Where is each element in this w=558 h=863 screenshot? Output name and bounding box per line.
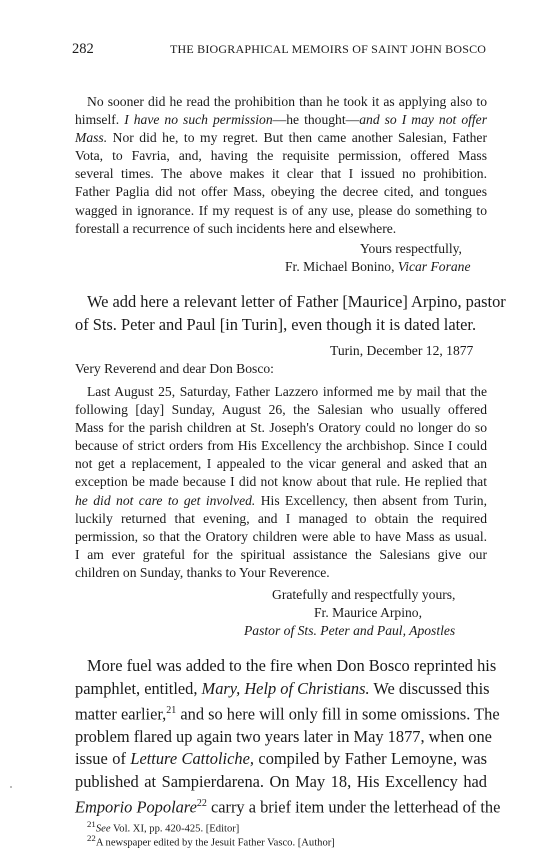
text-line: I am ever grateful for the spiritual assistance the Salesians give our <box>75 546 487 562</box>
text-line: not get a replacement, I appealed to the vicar general and asked that an <box>75 456 487 472</box>
text-line: exception be made because I did not know about that rule. He replied that <box>75 474 487 490</box>
text-line: himself. I have no such permission—he thought—and so I may not offer <box>75 112 487 128</box>
text-line: issue of Letture Cattoliche, compiled by Father Lemoyne, was <box>75 749 487 769</box>
letter-arpino-signature-title: Pastor of Sts. Peter and Paul, Apostles <box>244 623 456 638</box>
letter-arpino-body <box>75 383 487 582</box>
text-line: published at Sampierdarena. On May 18, His Excellency had <box>75 771 487 791</box>
scan-speck <box>10 786 12 788</box>
letter-bonino-signature: Fr. Michael Bonino, Vicar Forane <box>285 259 471 274</box>
text-line: forestall a recurrence of such incidents here and elsewhere. <box>75 220 397 236</box>
text-line: he did not care to get involved. His Excellency, then absent from Turin, <box>75 492 487 508</box>
letter-bonino-closing: Yours respectfully, <box>360 241 462 256</box>
intro-paragraph <box>75 291 506 336</box>
text-line: because of strict orders from His Excellency the archbishop. Since I could <box>75 438 487 454</box>
letter-arpino-closing: Gratefully and respectfully yours, <box>272 587 456 602</box>
text-line: Mass for the parish children at St. Joseph's Oratory could no longer do so <box>75 420 487 436</box>
text-line: luckily returned that evening, and I managed to obtain the required <box>75 510 487 526</box>
text-line: Mass. Nor did he, to my regret. But then came another Salesian, Father <box>75 130 487 146</box>
text-line: problem flared up again two years later in May 1877, when one <box>75 726 492 746</box>
text-line: Father Paglia did not offer Mass, obeying the decree cited, and tongues <box>75 184 487 200</box>
text-line: children on Sunday, thanks to Your Reverence. <box>75 564 330 580</box>
letter-date: Turin, December 12, 1877 <box>330 343 474 358</box>
text-line: permission, so that the Oratory children were able to have Mass as usual. <box>75 528 487 544</box>
text-line: We add here a relevant letter of Father [Maurice] Arpino, pastor <box>87 292 506 311</box>
running-title: THE BIOGRAPHICAL MEMOIRS OF SAINT JOHN BOSCO <box>170 42 487 56</box>
text-line: matter earlier,$^{21}$ and so here will only fill in some omissions. The <box>75 704 500 724</box>
text-line: several times. The above makes it clear that I issued no prohibition. <box>75 166 487 182</box>
text-line: pamphlet, entitled, Mary, Help of Christians. We discussed this <box>75 678 490 698</box>
text-line: following [day] Sunday, August 26, the Salesian who usually offered <box>75 402 487 418</box>
text-line: wagged in ignorance. If my request is of any use, please do something to <box>75 202 487 218</box>
narrative-paragraph <box>75 655 501 819</box>
letter-arpino-signature-name: Fr. Maurice Arpino, <box>314 605 422 620</box>
page-number: 282 <box>72 41 94 57</box>
text-line: More fuel was added to the fire when Don Bosco reprinted his <box>87 656 497 675</box>
footnote-22: $^{22}$A newspaper edited by the Jesuit Father Vasco. [Author] <box>87 833 335 849</box>
text-line: Emporio Popolare$^{22}$ carry a brief item under the letterhead of the <box>75 797 501 817</box>
text-line: No sooner did he read the prohibition than he took it as applying also to <box>87 94 487 109</box>
letter-bonino-body <box>75 93 487 238</box>
letter-salutation: Very Reverend and dear Don Bosco: <box>75 361 274 376</box>
text-line: of Sts. Peter and Paul [in Turin], even though it is dated later. <box>75 314 477 334</box>
text-line: Vota, to Favria, and, having the requisite permission, offered Mass <box>75 148 487 164</box>
footnote-21: $^{21}$See Vol. XI, pp. 420-425. [Editor] <box>87 819 240 835</box>
text-line: Last August 25, Saturday, Father Lazzero informed me by mail that the <box>87 384 487 399</box>
